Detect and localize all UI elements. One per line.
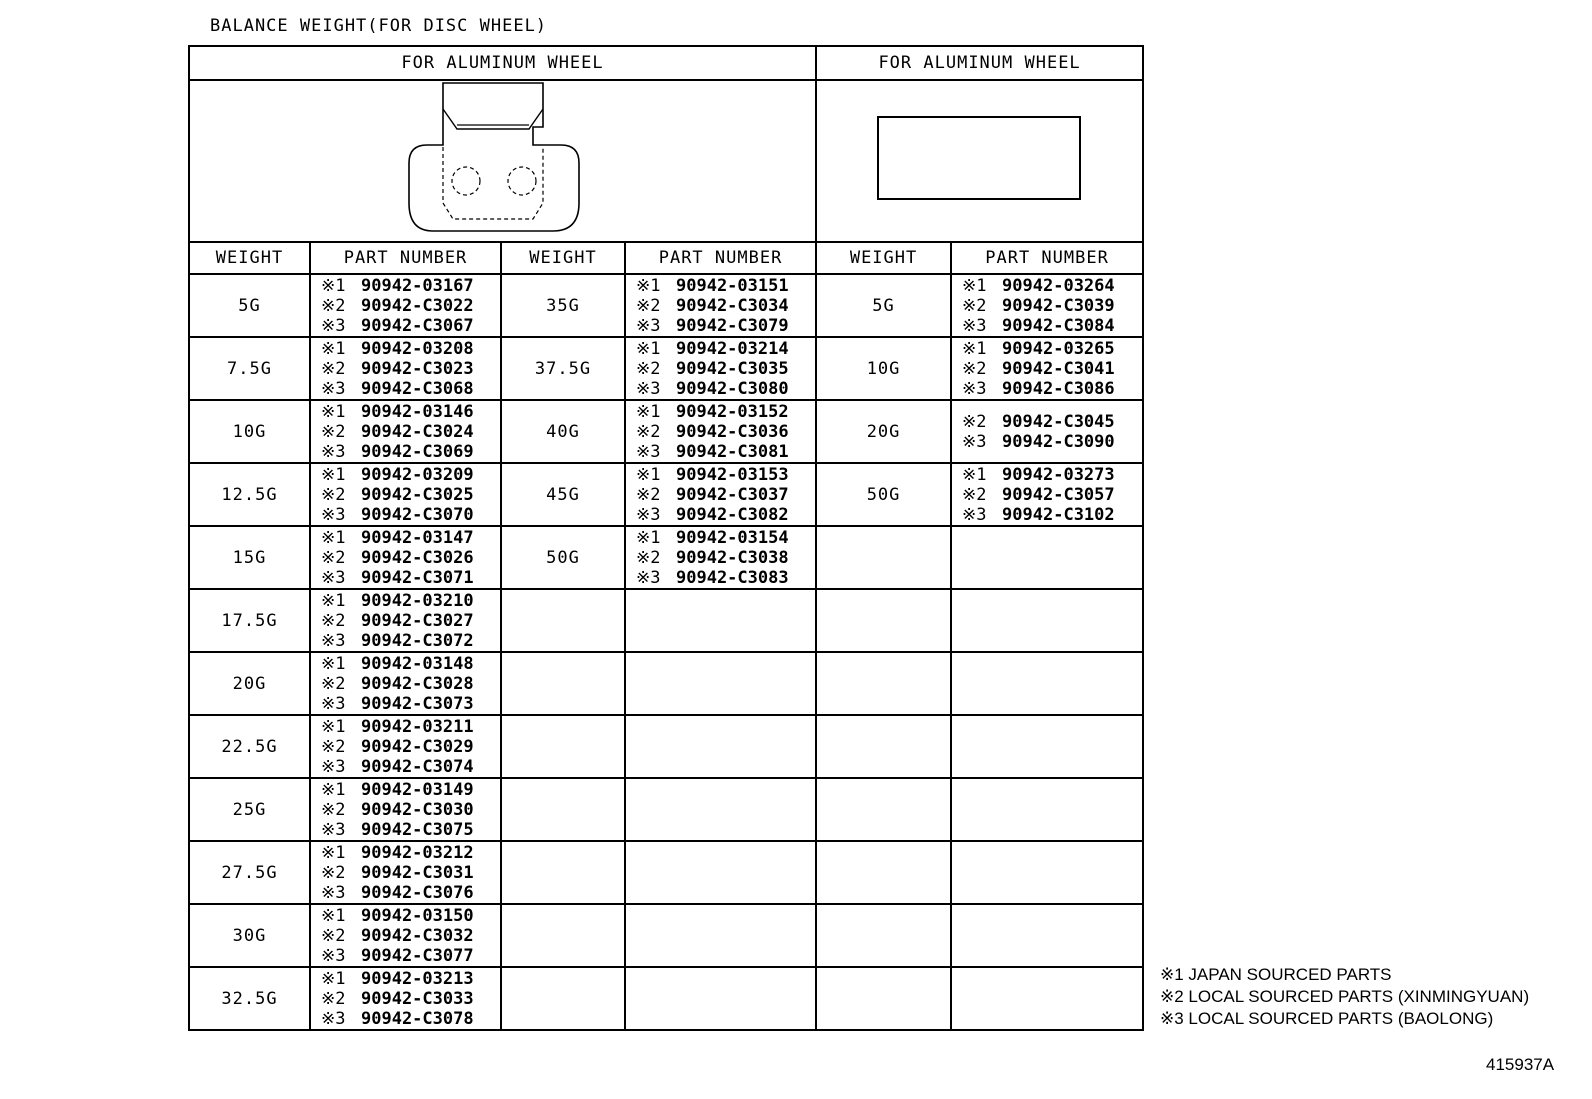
weight-cell: 12.5G	[189, 463, 310, 526]
part-number: 90942-C3073	[361, 693, 474, 714]
source-marker: ※2	[321, 421, 346, 442]
part-number-line	[321, 359, 500, 379]
part-number: 90942-C3068	[361, 378, 474, 399]
part-number-line	[636, 316, 815, 336]
source-marker: ※1	[636, 527, 661, 548]
weight-cell: 10G	[816, 337, 951, 400]
part-number-cell	[625, 715, 816, 778]
source-marker: ※3	[321, 441, 346, 462]
source-marker: ※3	[321, 756, 346, 777]
source-marker: ※3	[636, 315, 661, 336]
part-number-cell	[625, 463, 816, 526]
part-number: 90942-C3075	[361, 819, 474, 840]
source-marker: ※2	[321, 358, 346, 379]
weight-cell: 27.5G	[189, 841, 310, 904]
part-number-line	[962, 296, 1142, 316]
part-number-cell	[951, 715, 1143, 778]
column-header-part-number: PART NUMBER	[625, 242, 816, 274]
table-row	[189, 274, 1143, 337]
source-marker: ※2	[636, 421, 661, 442]
page-title: BALANCE WEIGHT(FOR DISC WHEEL)	[210, 16, 548, 36]
note-xinmingyuan: ※2 LOCAL SOURCED PARTS (XINMINGYUAN)	[1160, 987, 1530, 1006]
part-number: 90942-03264	[1002, 275, 1115, 296]
source-marker: ※1	[321, 653, 346, 674]
part-number: 90942-C3023	[361, 358, 474, 379]
source-marker: ※2	[321, 799, 346, 820]
source-marker: ※1	[636, 464, 661, 485]
source-marker: ※2	[962, 358, 987, 379]
weight-cell	[501, 841, 625, 904]
source-marker: ※1	[962, 338, 987, 359]
source-marker: ※3	[321, 504, 346, 525]
weight-cell	[501, 652, 625, 715]
part-number-line	[636, 422, 815, 442]
part-number-line	[962, 432, 1142, 452]
source-marker: ※2	[321, 295, 346, 316]
part-number-line	[321, 379, 500, 399]
source-marker: ※2	[321, 925, 346, 946]
part-number-cell	[625, 778, 816, 841]
part-number: 90942-C3026	[361, 547, 474, 568]
weight-cell: 40G	[501, 400, 625, 463]
weight-cell	[816, 778, 951, 841]
part-number: 90942-C3072	[361, 630, 474, 651]
part-number: 90942-C3029	[361, 736, 474, 757]
part-number-cell	[310, 904, 501, 967]
part-number-line	[962, 412, 1142, 432]
part-number: 90942-C3039	[1002, 295, 1115, 316]
source-marker: ※2	[321, 673, 346, 694]
weight-cell	[816, 652, 951, 715]
source-marker: ※3	[636, 567, 661, 588]
part-number-line	[321, 969, 500, 989]
part-number-line	[962, 465, 1142, 485]
source-marker: ※3	[636, 441, 661, 462]
part-number-cell	[310, 967, 501, 1030]
part-number: 90942-C3025	[361, 484, 474, 505]
part-number: 90942-03148	[361, 653, 474, 674]
part-number-line	[321, 843, 500, 863]
weight-cell	[501, 778, 625, 841]
part-number-line	[321, 442, 500, 462]
weight-cell: 50G	[816, 463, 951, 526]
source-marker: ※1	[962, 464, 987, 485]
part-number-line	[321, 402, 500, 422]
table-row	[189, 589, 1143, 652]
part-number-cell	[951, 274, 1143, 337]
part-number-line	[321, 485, 500, 505]
source-marker: ※2	[636, 484, 661, 505]
part-number: 90942-03167	[361, 275, 474, 296]
part-number-line	[636, 548, 815, 568]
part-number-cell	[625, 274, 816, 337]
part-number-cell	[625, 904, 816, 967]
part-number-cell	[951, 337, 1143, 400]
source-marker: ※2	[321, 610, 346, 631]
part-number-line	[962, 339, 1142, 359]
part-number-cell	[625, 337, 816, 400]
part-number-cell	[625, 526, 816, 589]
source-marker: ※1	[321, 401, 346, 422]
adhesive-weight-illustration	[875, 114, 1085, 204]
part-number-line	[321, 568, 500, 588]
part-number: 90942-C3041	[1002, 358, 1115, 379]
table-row	[189, 652, 1143, 715]
part-number: 90942-C3034	[676, 295, 789, 316]
weight-cell	[501, 967, 625, 1030]
clip-weight-illustration-cell	[189, 80, 816, 242]
part-number: 90942-C3102	[1002, 504, 1115, 525]
source-marker: ※1	[321, 842, 346, 863]
column-header-weight: WEIGHT	[501, 242, 625, 274]
source-marker: ※3	[321, 315, 346, 336]
part-number: 90942-03146	[361, 401, 474, 422]
source-marker: ※3	[321, 378, 346, 399]
part-number-line	[962, 316, 1142, 336]
part-number: 90942-C3069	[361, 441, 474, 462]
part-number-line	[321, 528, 500, 548]
source-marker: ※1	[321, 338, 346, 359]
source-marker: ※1	[321, 779, 346, 800]
table-row	[189, 841, 1143, 904]
table-row	[189, 778, 1143, 841]
part-number-line	[636, 379, 815, 399]
part-number-line	[321, 717, 500, 737]
part-number: 90942-03152	[676, 401, 789, 422]
source-marker: ※1	[321, 905, 346, 926]
part-number: 90942-03149	[361, 779, 474, 800]
weight-cell	[816, 589, 951, 652]
part-number-cell	[951, 652, 1143, 715]
part-number-line	[321, 694, 500, 714]
part-number: 90942-C3038	[676, 547, 789, 568]
source-marker: ※1	[321, 716, 346, 737]
source-marker: ※3	[321, 630, 346, 651]
part-number-cell	[310, 400, 501, 463]
source-marker: ※1	[321, 464, 346, 485]
source-marker: ※2	[321, 862, 346, 883]
part-number-cell	[310, 526, 501, 589]
weight-cell	[816, 526, 951, 589]
part-number-cell	[951, 463, 1143, 526]
part-number-cell	[310, 715, 501, 778]
part-number-line	[962, 379, 1142, 399]
part-number-cell	[310, 841, 501, 904]
part-number: 90942-C3084	[1002, 315, 1115, 336]
source-marker: ※2	[636, 358, 661, 379]
source-marker: ※3	[321, 819, 346, 840]
part-number: 90942-C3037	[676, 484, 789, 505]
part-number-line	[636, 505, 815, 525]
source-marker: ※3	[321, 693, 346, 714]
part-number-cell	[310, 463, 501, 526]
weight-cell: 35G	[501, 274, 625, 337]
weight-cell	[816, 904, 951, 967]
weight-cell	[501, 715, 625, 778]
part-number: 90942-C3081	[676, 441, 789, 462]
part-number: 90942-C3031	[361, 862, 474, 883]
part-number-line	[321, 1009, 500, 1029]
part-number: 90942-03213	[361, 968, 474, 989]
part-number-cell	[951, 526, 1143, 589]
part-number-line	[321, 296, 500, 316]
part-number: 90942-03147	[361, 527, 474, 548]
part-number-line	[962, 505, 1142, 525]
part-number-line	[636, 485, 815, 505]
source-marker: ※3	[636, 504, 661, 525]
weight-cell	[816, 841, 951, 904]
part-number-cell	[625, 967, 816, 1030]
weight-cell: 20G	[816, 400, 951, 463]
part-number-line	[321, 737, 500, 757]
part-number: 90942-C3077	[361, 945, 474, 966]
part-number: 90942-03154	[676, 527, 789, 548]
part-number: 90942-C3032	[361, 925, 474, 946]
balance-weight-table	[188, 45, 1144, 1031]
weight-cell	[816, 967, 951, 1030]
part-number-line	[321, 505, 500, 525]
weight-cell: 20G	[189, 652, 310, 715]
part-number: 90942-C3074	[361, 756, 474, 777]
source-marker: ※3	[962, 431, 987, 452]
part-number-line	[321, 548, 500, 568]
part-number-cell	[951, 841, 1143, 904]
part-number: 90942-C3078	[361, 1008, 474, 1029]
table-row	[189, 904, 1143, 967]
source-marker: ※1	[636, 338, 661, 359]
part-number-cell	[951, 904, 1143, 967]
part-number-line	[636, 296, 815, 316]
source-marker: ※3	[962, 315, 987, 336]
source-marker: ※3	[636, 378, 661, 399]
source-marker: ※2	[321, 736, 346, 757]
source-marker: ※2	[636, 295, 661, 316]
part-number: 90942-C3030	[361, 799, 474, 820]
source-marker: ※3	[321, 882, 346, 903]
part-number: 90942-03212	[361, 842, 474, 863]
part-number: 90942-C3035	[676, 358, 789, 379]
part-number: 90942-C3067	[361, 315, 474, 336]
column-header-weight: WEIGHT	[189, 242, 310, 274]
source-marker: ※2	[321, 484, 346, 505]
weight-cell: 5G	[189, 274, 310, 337]
part-number-line	[321, 883, 500, 903]
source-marker: ※1	[962, 275, 987, 296]
weight-cell: 37.5G	[501, 337, 625, 400]
part-number: 90942-C3022	[361, 295, 474, 316]
part-number-line	[321, 611, 500, 631]
part-number: 90942-C3082	[676, 504, 789, 525]
weight-cell	[501, 589, 625, 652]
table-row	[189, 967, 1143, 1030]
part-number: 90942-03209	[361, 464, 474, 485]
weight-cell	[501, 904, 625, 967]
part-number: 90942-C3086	[1002, 378, 1115, 399]
source-marker: ※1	[321, 527, 346, 548]
part-number: 90942-C3090	[1002, 431, 1115, 452]
part-number-line	[321, 820, 500, 840]
part-number-line	[962, 485, 1142, 505]
part-number-line	[636, 442, 815, 462]
part-number-line	[321, 465, 500, 485]
part-number-cell	[310, 337, 501, 400]
reference-code: 415937A	[1486, 1055, 1555, 1074]
part-number-line	[962, 359, 1142, 379]
source-marker: ※2	[962, 484, 987, 505]
weight-cell: 10G	[189, 400, 310, 463]
source-marker: ※2	[321, 547, 346, 568]
part-number-cell	[310, 274, 501, 337]
column-header-weight: WEIGHT	[816, 242, 951, 274]
weight-cell: 25G	[189, 778, 310, 841]
part-number: 90942-C3076	[361, 882, 474, 903]
part-number-line	[321, 946, 500, 966]
table-row	[189, 715, 1143, 778]
weight-cell: 5G	[816, 274, 951, 337]
weight-cell: 22.5G	[189, 715, 310, 778]
weight-cell: 7.5G	[189, 337, 310, 400]
part-number-cell	[625, 400, 816, 463]
source-marker: ※3	[962, 504, 987, 525]
part-number: 90942-C3080	[676, 378, 789, 399]
part-number-line	[636, 276, 815, 296]
table-row	[189, 526, 1143, 589]
source-marker: ※1	[636, 275, 661, 296]
part-number: 90942-C3033	[361, 988, 474, 1009]
part-number-line	[321, 906, 500, 926]
part-number: 90942-C3028	[361, 673, 474, 694]
source-marker: ※1	[321, 968, 346, 989]
part-number: 90942-C3079	[676, 315, 789, 336]
part-number-cell	[625, 652, 816, 715]
part-number-line	[636, 339, 815, 359]
weight-cell: 45G	[501, 463, 625, 526]
table-row	[189, 463, 1143, 526]
part-number: 90942-C3083	[676, 567, 789, 588]
part-number-line	[321, 316, 500, 336]
source-marker: ※3	[321, 567, 346, 588]
part-number-line	[321, 422, 500, 442]
part-number-line	[636, 465, 815, 485]
table-row	[189, 400, 1143, 463]
part-number-line	[636, 402, 815, 422]
source-marker: ※1	[321, 275, 346, 296]
part-number: 90942-03153	[676, 464, 789, 485]
part-number: 90942-03208	[361, 338, 474, 359]
part-number-cell	[951, 967, 1143, 1030]
group-header-aluminum-clip: FOR ALUMINUM WHEEL	[189, 46, 816, 80]
part-number-line	[321, 591, 500, 611]
part-number: 90942-C3057	[1002, 484, 1115, 505]
note-japan: ※1 JAPAN SOURCED PARTS	[1160, 965, 1392, 984]
column-header-part-number: PART NUMBER	[310, 242, 501, 274]
part-number-line	[321, 654, 500, 674]
part-number-line	[636, 528, 815, 548]
part-number-cell	[310, 589, 501, 652]
part-number-line	[321, 631, 500, 651]
clip-weight-illustration	[403, 81, 603, 237]
part-number: 90942-03211	[361, 716, 474, 737]
part-number: 90942-03210	[361, 590, 474, 611]
part-number-line	[321, 926, 500, 946]
weight-cell: 30G	[189, 904, 310, 967]
part-number: 90942-03273	[1002, 464, 1115, 485]
part-number-cell	[951, 778, 1143, 841]
part-number-line	[321, 780, 500, 800]
weight-cell: 32.5G	[189, 967, 310, 1030]
part-number: 90942-03265	[1002, 338, 1115, 359]
part-number: 90942-03151	[676, 275, 789, 296]
source-marker: ※2	[962, 411, 987, 432]
part-number-line	[321, 800, 500, 820]
part-number: 90942-C3071	[361, 567, 474, 588]
adhesive-weight-illustration-cell	[816, 80, 1143, 242]
source-marker: ※2	[962, 295, 987, 316]
weight-cell: 15G	[189, 526, 310, 589]
source-marker: ※2	[636, 547, 661, 568]
part-number: 90942-C3070	[361, 504, 474, 525]
source-notes	[1160, 964, 1529, 1030]
part-number-cell	[310, 778, 501, 841]
part-number-line	[636, 359, 815, 379]
part-number-line	[321, 863, 500, 883]
note-baolong: ※3 LOCAL SOURCED PARTS (BAOLONG)	[1160, 1009, 1494, 1028]
part-number-line	[321, 989, 500, 1009]
source-marker: ※3	[321, 945, 346, 966]
part-number: 90942-C3036	[676, 421, 789, 442]
table-row	[189, 337, 1143, 400]
part-number-cell	[625, 841, 816, 904]
weight-cell	[816, 715, 951, 778]
source-marker: ※1	[321, 590, 346, 611]
weight-cell: 50G	[501, 526, 625, 589]
part-number-cell	[951, 589, 1143, 652]
source-marker: ※1	[636, 401, 661, 422]
part-number-line	[321, 276, 500, 296]
part-number-line	[321, 757, 500, 777]
part-number-cell	[951, 400, 1143, 463]
part-number: 90942-C3027	[361, 610, 474, 631]
part-number: 90942-C3024	[361, 421, 474, 442]
source-marker: ※3	[962, 378, 987, 399]
part-number-line	[321, 339, 500, 359]
part-number-line	[321, 674, 500, 694]
column-header-part-number: PART NUMBER	[951, 242, 1143, 274]
source-marker: ※2	[321, 988, 346, 1009]
weight-cell: 17.5G	[189, 589, 310, 652]
part-number-cell	[625, 589, 816, 652]
source-marker: ※3	[321, 1008, 346, 1029]
part-number-line	[962, 276, 1142, 296]
part-number: 90942-03214	[676, 338, 789, 359]
part-number: 90942-C3045	[1002, 411, 1115, 432]
part-number-cell	[310, 652, 501, 715]
part-number: 90942-03150	[361, 905, 474, 926]
part-number-line	[636, 568, 815, 588]
group-header-aluminum-adhesive: FOR ALUMINUM WHEEL	[816, 46, 1143, 80]
